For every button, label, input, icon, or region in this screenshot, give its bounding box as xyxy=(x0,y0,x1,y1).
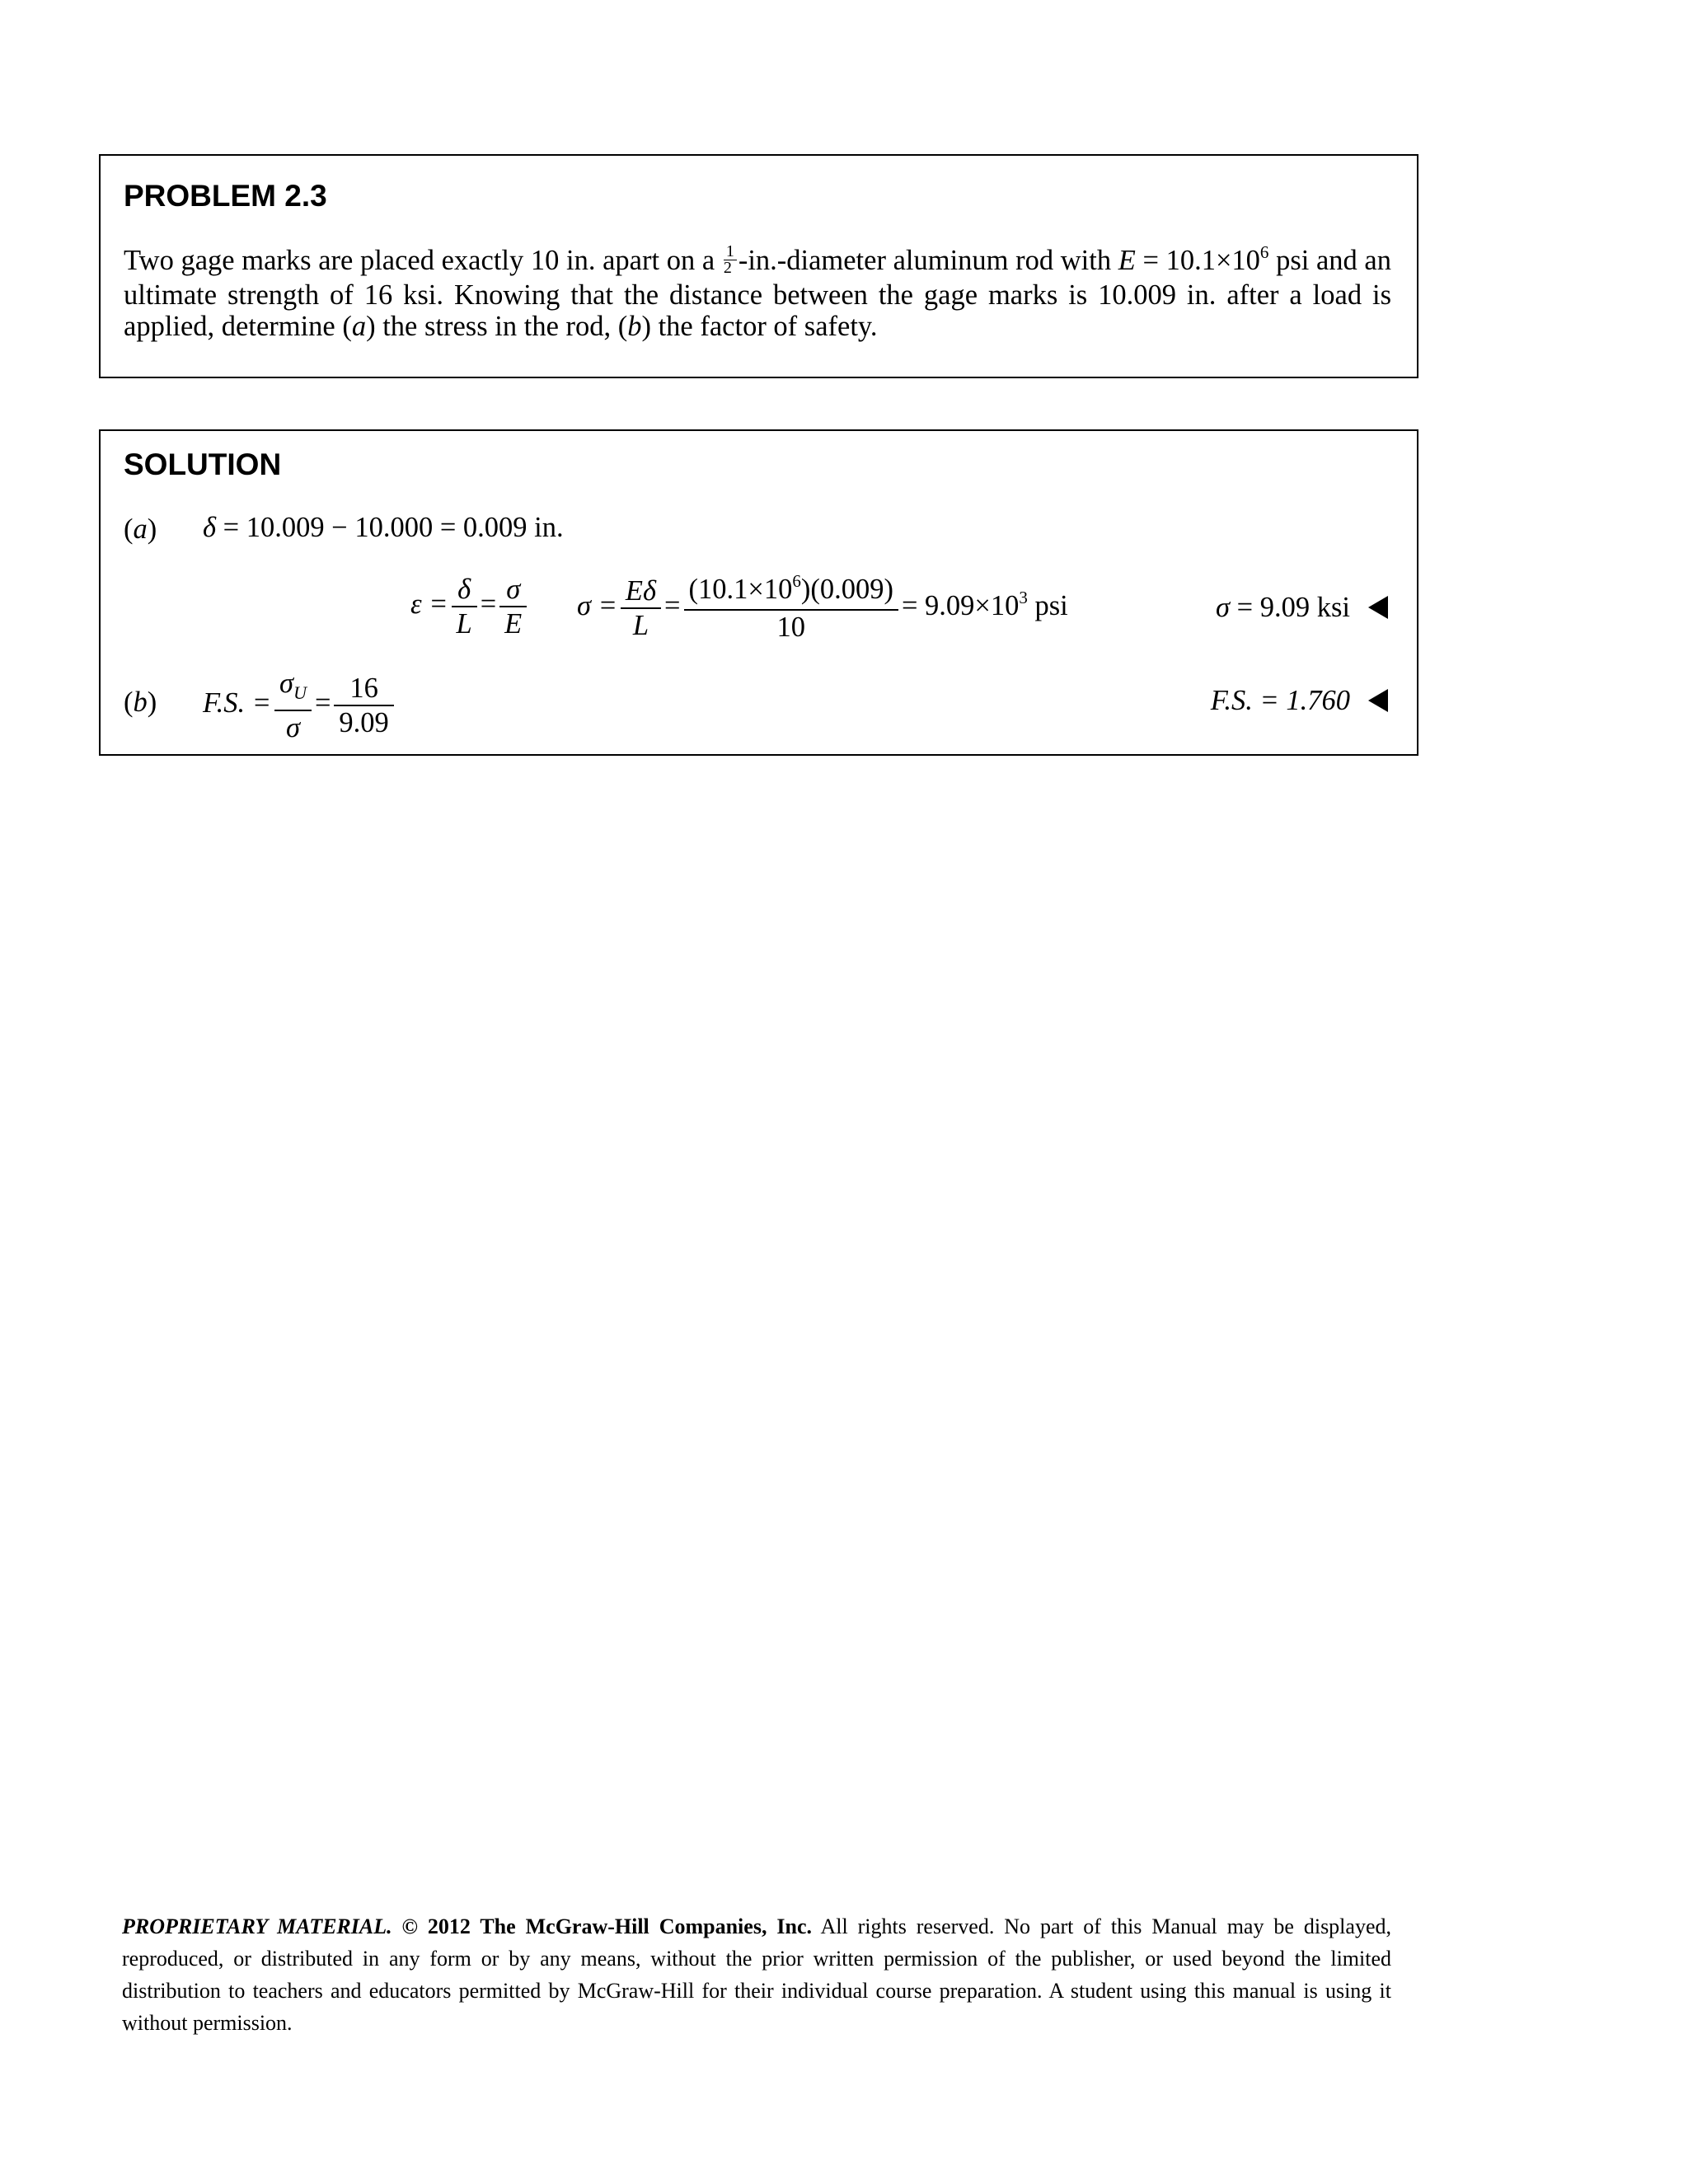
half-fraction xyxy=(723,241,737,277)
sigma-u-symbol: σ xyxy=(279,668,294,699)
answer-a xyxy=(1216,593,1388,622)
strain-fraction-1 xyxy=(452,573,477,640)
strain-f2-den: E xyxy=(504,608,523,640)
problem-text-5: ) the factor of safety. xyxy=(641,311,878,342)
safety-factor-equation xyxy=(203,667,397,744)
part-a-letter: a xyxy=(133,513,148,545)
stress-f2-num-a: (10.1×10 xyxy=(688,574,793,605)
footer-notice: All rights reserved. No part of this Manual may be displayed, reproduced, or distributed in any form or by any means, without the prior written permission of the publisher, or used beyond the limited distribution to teachers and educators permitted by McGraw-Hill for their individual course preparation. A student using this manual is using it without permission. xyxy=(122,1915,1391,2035)
stress-lhs: σ = xyxy=(577,589,617,621)
stress-f2-num-b: )(0.009) xyxy=(800,574,893,605)
answer-marker-icon xyxy=(1368,689,1388,712)
footer-copyright: © 2012 The McGraw-Hill Companies, Inc. xyxy=(392,1915,812,1938)
deformation-equation xyxy=(203,513,564,542)
strain-f1-den: L xyxy=(456,608,472,640)
strain-f2-num: σ xyxy=(499,573,527,607)
part-a-label xyxy=(124,513,157,546)
stress-f2-den: 10 xyxy=(776,612,805,643)
sigma-u-subscript: U xyxy=(293,682,307,703)
deformation-value: = 10.009 − 10.000 = 0.009 in. xyxy=(216,512,564,543)
stress-fraction-1 xyxy=(621,574,661,642)
safety-f2-num: 16 xyxy=(334,672,393,706)
part-b-label xyxy=(124,687,157,719)
solution-box xyxy=(99,429,1418,756)
stress-f2-num-exp: 6 xyxy=(792,571,801,591)
solution-heading: SOLUTION xyxy=(124,448,282,481)
stress-result: = 9.09×10 xyxy=(901,589,1020,621)
paren-close: ) xyxy=(147,513,157,545)
stress-f2-num xyxy=(684,573,898,611)
safety-fraction-2 xyxy=(334,672,393,739)
stress-result-exp: 3 xyxy=(1019,587,1028,607)
problem-text-4: ) the stress in the rod, ( xyxy=(366,311,628,342)
stress-equals: = xyxy=(664,589,681,621)
modulus-value: = 10.1×10 xyxy=(1135,245,1260,276)
stress-equation xyxy=(577,573,1068,644)
paren-open: ( xyxy=(124,513,134,545)
copyright-footer xyxy=(122,1910,1391,2039)
safety-f2-den: 9.09 xyxy=(339,706,389,738)
delta-symbol: δ xyxy=(203,512,217,543)
problem-text-2: -in.-diameter aluminum rod with xyxy=(738,245,1118,276)
stress-fraction-2 xyxy=(684,573,898,644)
stress-f1-den: L xyxy=(632,610,649,641)
answer-b xyxy=(1211,687,1388,715)
problem-text-3: psi and an ultimate strength of 16 ksi. Knowing that the distance between the gage marks is 10.009 in. after a load is applied, determine ( xyxy=(124,245,1391,342)
strain-fraction-2 xyxy=(499,573,527,640)
strain-equation xyxy=(410,573,530,640)
problem-part-a: a xyxy=(351,311,367,342)
part-b-letter: b xyxy=(133,687,148,718)
modulus-symbol: E xyxy=(1118,245,1136,276)
modulus-exponent: 6 xyxy=(1259,242,1269,262)
problem-heading: PROBLEM 2.3 xyxy=(124,179,327,213)
half-fraction-numerator: 1 xyxy=(724,244,737,260)
problem-text-1: Two gage marks are placed exactly 10 in. apart on a xyxy=(124,245,722,276)
answer-b-value: F.S. = 1.760 xyxy=(1210,685,1350,716)
safety-f1-num xyxy=(274,667,312,711)
paren-close: ) xyxy=(147,687,157,718)
problem-part-b: b xyxy=(627,311,642,342)
strain-lhs: ε = xyxy=(410,588,448,620)
answer-a-value: = 9.09 ksi xyxy=(1230,592,1350,623)
safety-equals: = xyxy=(314,687,331,719)
problem-statement xyxy=(124,241,1391,342)
problem-box xyxy=(99,154,1418,378)
paren-open: ( xyxy=(124,687,134,718)
safety-factor-lhs: F.S. = xyxy=(203,687,272,719)
half-fraction-denominator: 2 xyxy=(723,258,732,277)
stress-f1-num: Eδ xyxy=(621,574,661,609)
strain-f1-num: δ xyxy=(452,573,477,607)
safety-fraction-1 xyxy=(274,667,312,744)
stress-result-unit: psi xyxy=(1027,589,1068,621)
strain-equals: = xyxy=(480,588,497,620)
answer-a-symbol: σ xyxy=(1216,592,1231,623)
answer-marker-icon xyxy=(1368,596,1388,619)
footer-proprietary: PROPRIETARY MATERIAL. xyxy=(122,1915,392,1938)
safety-f1-den: σ xyxy=(285,711,300,743)
